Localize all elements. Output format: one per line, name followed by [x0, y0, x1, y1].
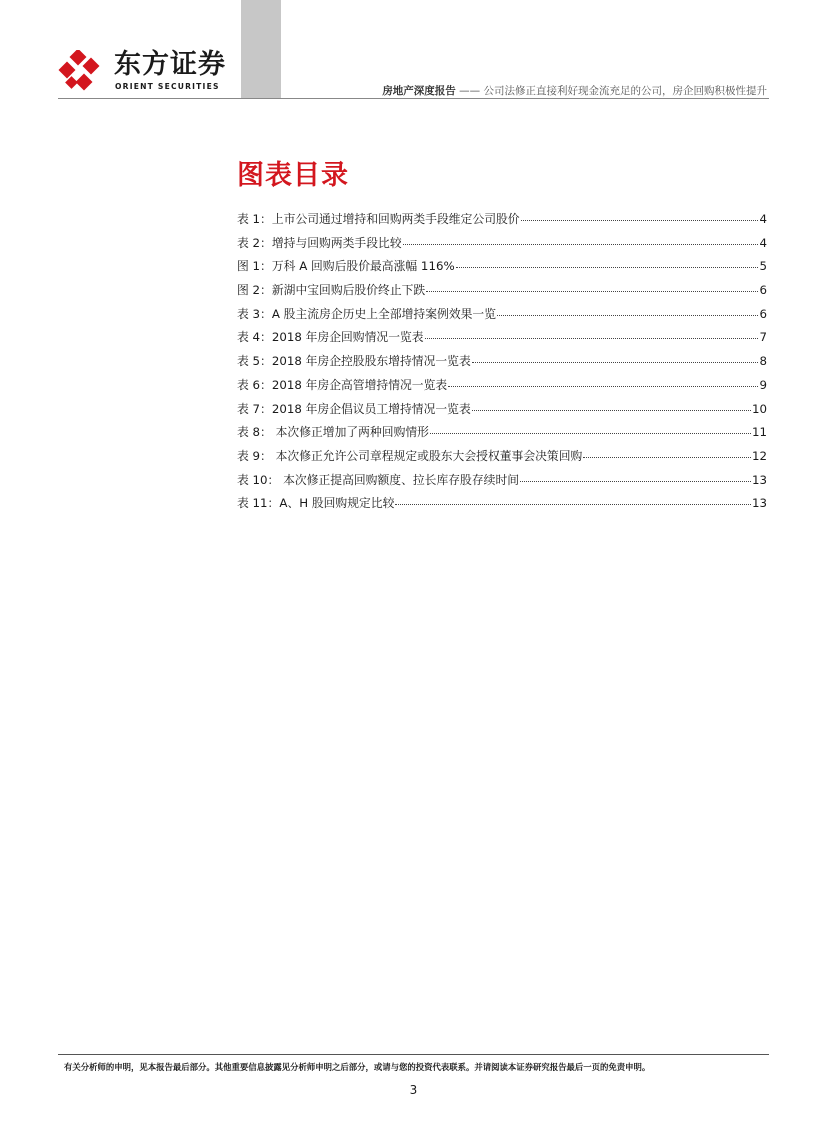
toc-entry-page: 6 — [759, 306, 767, 321]
toc-entry-page: 12 — [751, 448, 767, 463]
toc-entry-label: 表 11：A、H 股回购规定比较 — [237, 496, 395, 511]
toc-leader-dots — [448, 386, 758, 387]
toc-entry-label: 图 1：万科 A 回购后股价最高涨幅 116% — [237, 259, 455, 274]
header-accent-band — [241, 0, 281, 98]
toc-entry-label: 表 10： 本次修正提高回购额度、拉长库存股存续时间 — [237, 472, 520, 487]
toc-entry-page: 13 — [751, 472, 767, 487]
toc-leader-dots — [395, 504, 751, 505]
toc-leader-dots — [521, 220, 759, 221]
toc-entry-label: 表 9： 本次修正允许公司章程规定或股东大会授权董事会决策回购 — [237, 448, 583, 463]
toc-leader-dots — [426, 291, 758, 292]
report-subtitle: 公司法修正直接利好现金流充足的公司，房企回购积极性提升 — [483, 85, 767, 97]
table-of-figures — [237, 210, 767, 518]
orient-securities-logo-icon — [58, 50, 106, 94]
toc-entry-label: 图 2：新湖中宝回购后股价终止下跌 — [237, 283, 426, 298]
toc-leader-dots — [497, 315, 758, 316]
report-type: 房地产深度报告 — [382, 85, 456, 97]
toc-entry-label: 表 2：增持与回购两类手段比较 — [237, 235, 402, 250]
toc-entry-page: 6 — [759, 283, 767, 298]
toc-entry-label: 表 3：A 股主流房企历史上全部增持案例效果一览 — [237, 306, 497, 321]
toc-entry[interactable] — [237, 447, 767, 471]
toc-entry[interactable] — [237, 234, 767, 258]
toc-entry-label: 表 6：2018 年房企高管增持情况一览表 — [237, 377, 448, 392]
toc-entry-page: 13 — [751, 496, 767, 511]
toc-entry-label: 表 1：上市公司通过增持和回购两类手段维定公司股价 — [237, 212, 520, 226]
company-logo — [58, 50, 228, 94]
toc-entry-label: 表 4：2018 年房企回购情况一览表 — [237, 330, 424, 345]
toc-title: 图表目录 — [237, 160, 349, 191]
footer-disclaimer: 有关分析师的申明，见本报告最后部分。其他重要信息披露见分析师申明之后部分，或请与您的投资代表联系。并请阅读本证券研究报告最后一页的免责申明。 — [64, 1062, 651, 1072]
toc-entry-page: 4 — [759, 235, 767, 250]
brand-name-cn: 东方证券 — [114, 49, 226, 80]
report-header-title — [382, 83, 767, 98]
toc-leader-dots — [520, 481, 751, 482]
toc-entry-page: 5 — [759, 259, 767, 274]
toc-entry[interactable] — [237, 257, 767, 281]
toc-leader-dots — [430, 433, 751, 434]
toc-entry-page: 11 — [751, 425, 767, 440]
toc-entry[interactable] — [237, 210, 767, 234]
toc-entry[interactable] — [237, 305, 767, 329]
header-separator: —— — [455, 85, 484, 97]
toc-entry-page: 7 — [759, 330, 767, 345]
toc-entry[interactable] — [237, 352, 767, 376]
toc-leader-dots — [583, 457, 751, 458]
toc-entry-page: 8 — [759, 354, 767, 369]
toc-entry[interactable] — [237, 471, 767, 495]
toc-entry[interactable] — [237, 423, 767, 447]
toc-leader-dots — [425, 338, 759, 339]
toc-entry-page: 4 — [759, 212, 767, 226]
toc-entry[interactable] — [237, 328, 767, 352]
toc-entry[interactable] — [237, 281, 767, 305]
toc-entry-page: 9 — [759, 377, 767, 392]
toc-leader-dots — [472, 410, 751, 411]
header-divider — [58, 98, 769, 99]
toc-leader-dots — [456, 267, 759, 268]
toc-entry-label: 表 5：2018 年房企控股股东增持情况一览表 — [237, 354, 471, 369]
page-number: 3 — [409, 1083, 418, 1097]
toc-leader-dots — [403, 244, 759, 245]
toc-entry-label: 表 8： 本次修正增加了两种回购情形 — [237, 425, 429, 440]
toc-entry[interactable] — [237, 376, 767, 400]
footer-divider — [58, 1054, 769, 1055]
toc-entry-label: 表 7：2018 年房企倡议员工增持情况一览表 — [237, 401, 471, 416]
brand-name-en: ORIENT SECURITIES — [115, 82, 220, 91]
toc-entry-page: 10 — [751, 401, 767, 416]
toc-entry[interactable] — [237, 400, 767, 424]
toc-entry[interactable] — [237, 494, 767, 518]
toc-leader-dots — [472, 362, 759, 363]
